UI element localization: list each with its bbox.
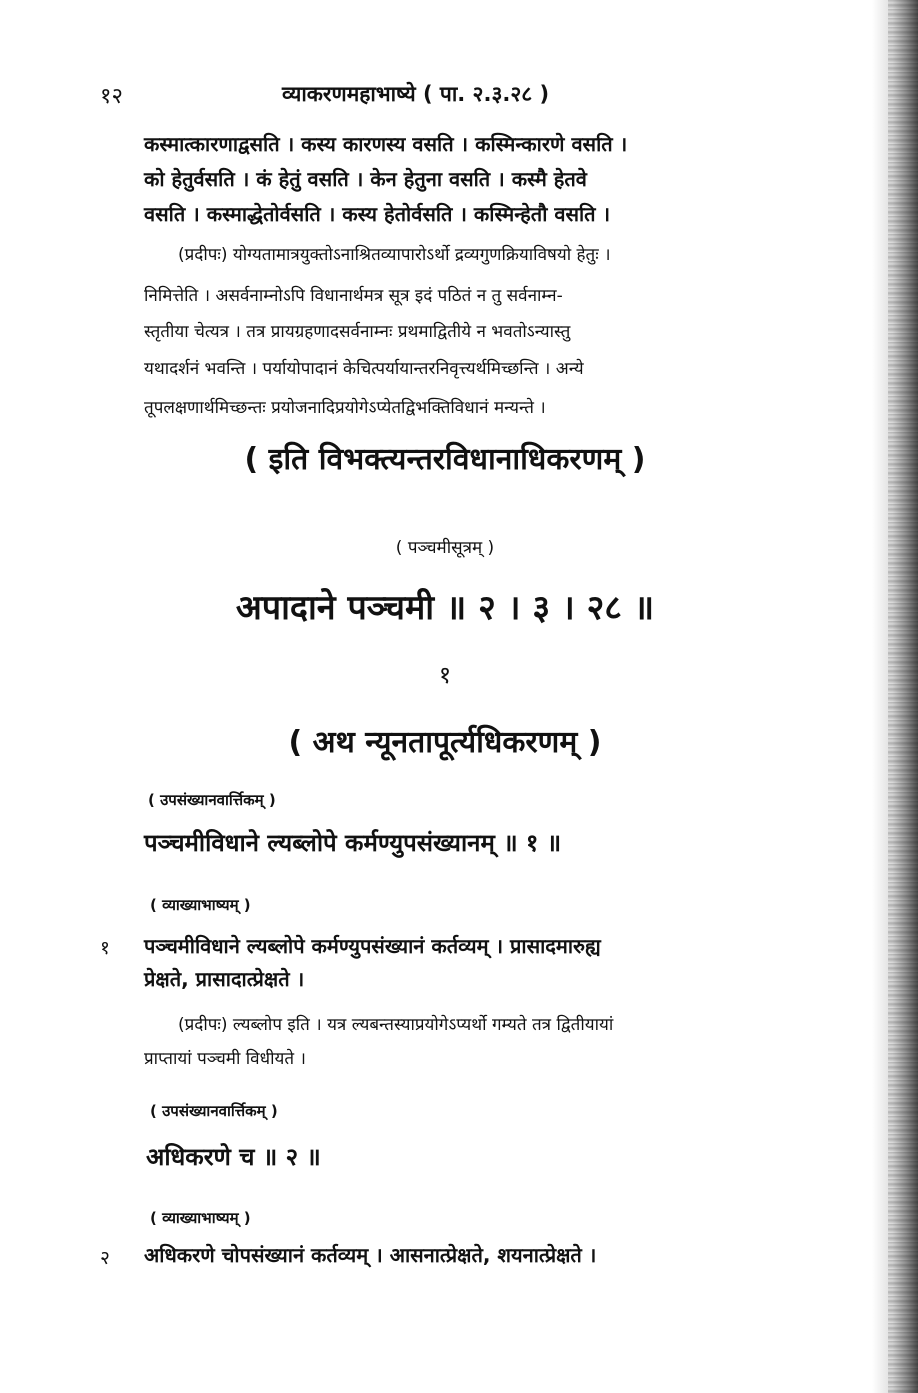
sutra-heading: अपादाने पञ्चमी ॥ २ । ३ । २८ ॥ bbox=[235, 588, 655, 628]
bhashya-line: पञ्चमीविधाने ल्यब्लोपे कर्मण्युपसंख्यानं कर्तव्यम् । प्रासादमारुह्य bbox=[144, 934, 601, 958]
page-number: १२ bbox=[100, 84, 123, 109]
running-header-title: व्याकरणमहाभाष्ये ( पा. २.३.२८ ) bbox=[282, 82, 550, 106]
vartika-text: अधिकरणे च ॥ २ ॥ bbox=[146, 1143, 321, 1171]
section-end-heading: ( इति विभक्त्यन्तरविधानाधिकरणम् ) bbox=[244, 442, 646, 477]
text-line: कस्मात्कारणाद्वसति । कस्य कारणस्य वसति । कस्मिन्कारणे वसति । bbox=[144, 132, 628, 156]
paragraph-number: २ bbox=[100, 1247, 110, 1269]
section-number: १ bbox=[438, 661, 452, 689]
vartika-label: ( उपसंख्यानवार्त्तिकम् ) bbox=[148, 791, 276, 809]
pradipa-line: (प्रदीपः) योग्यतामात्रयुक्तोऽनाश्रितव्यापारोऽर्थो द्रव्यगुणक्रियाविषयो हेतुः । bbox=[178, 245, 611, 265]
pradipa-line: तूपलक्षणार्थमिच्छन्तः प्रयोजनादिप्रयोगेऽप्येतद्विभक्तिविधानं मन्यन्ते । bbox=[144, 398, 546, 418]
scanned-page-edge-texture bbox=[888, 0, 918, 1393]
text-line: वसति । कस्माद्धेतोर्वसति । कस्य हेतोर्वसति । कस्मिन्हेतौ वसति । bbox=[144, 202, 611, 226]
text-line: को हेतुर्वसति । कं हेतुं वसति । केन हेतुना वसति । कस्मै हेतवे bbox=[144, 167, 587, 191]
sutra-tag: ( पञ्चमीसूत्रम् ) bbox=[395, 538, 495, 558]
bhashya-label: ( व्याख्याभाष्यम् ) bbox=[150, 896, 251, 914]
bhashya-label: ( व्याख्याभाष्यम् ) bbox=[150, 1209, 251, 1227]
pradipa-line: प्राप्तायां पञ्चमी विधीयते । bbox=[144, 1049, 306, 1069]
pradipa-line: (प्रदीपः) ल्यब्लोप इति । यत्र ल्यबन्तस्याप्रयोगेऽप्यर्थो गम्यते तत्र द्वितीयायां bbox=[178, 1015, 614, 1035]
pradipa-line: निमित्तेति । असर्वनाम्नोऽपि विधानार्थमत्र सूत्र इदं पठितं न तु सर्वनाम्न- bbox=[144, 286, 563, 306]
bhashya-line: अधिकरणे चोपसंख्यानं कर्तव्यम् । आसनात्प्रेक्षते, शयनात्प्रेक्षते । bbox=[144, 1243, 597, 1267]
vartika-label: ( उपसंख्यानवार्त्तिकम् ) bbox=[150, 1102, 278, 1120]
vartika-text: पञ्चमीविधाने ल्यब्लोपे कर्मण्युपसंख्यानम् ॥ १ ॥ bbox=[144, 829, 562, 857]
section-start-heading: ( अथ न्यूनतापूर्त्यधिकरणम् ) bbox=[288, 725, 602, 760]
pradipa-line: स्तृतीया चेत्यत्र । तत्र प्रायग्रहणादसर्वनाम्नः प्रथमाद्वितीये न भवतोऽन्यास्तु bbox=[144, 322, 571, 342]
bhashya-line: प्रेक्षते, प्रासादात्प्रेक्षते । bbox=[144, 967, 305, 991]
paragraph-number: १ bbox=[100, 937, 110, 959]
pradipa-line: यथादर्शनं भवन्ति । पर्यायोपादानं केचित्पर्यायान्तरनिवृत्त्यर्थमिच्छन्ति । अन्ये bbox=[144, 359, 584, 379]
